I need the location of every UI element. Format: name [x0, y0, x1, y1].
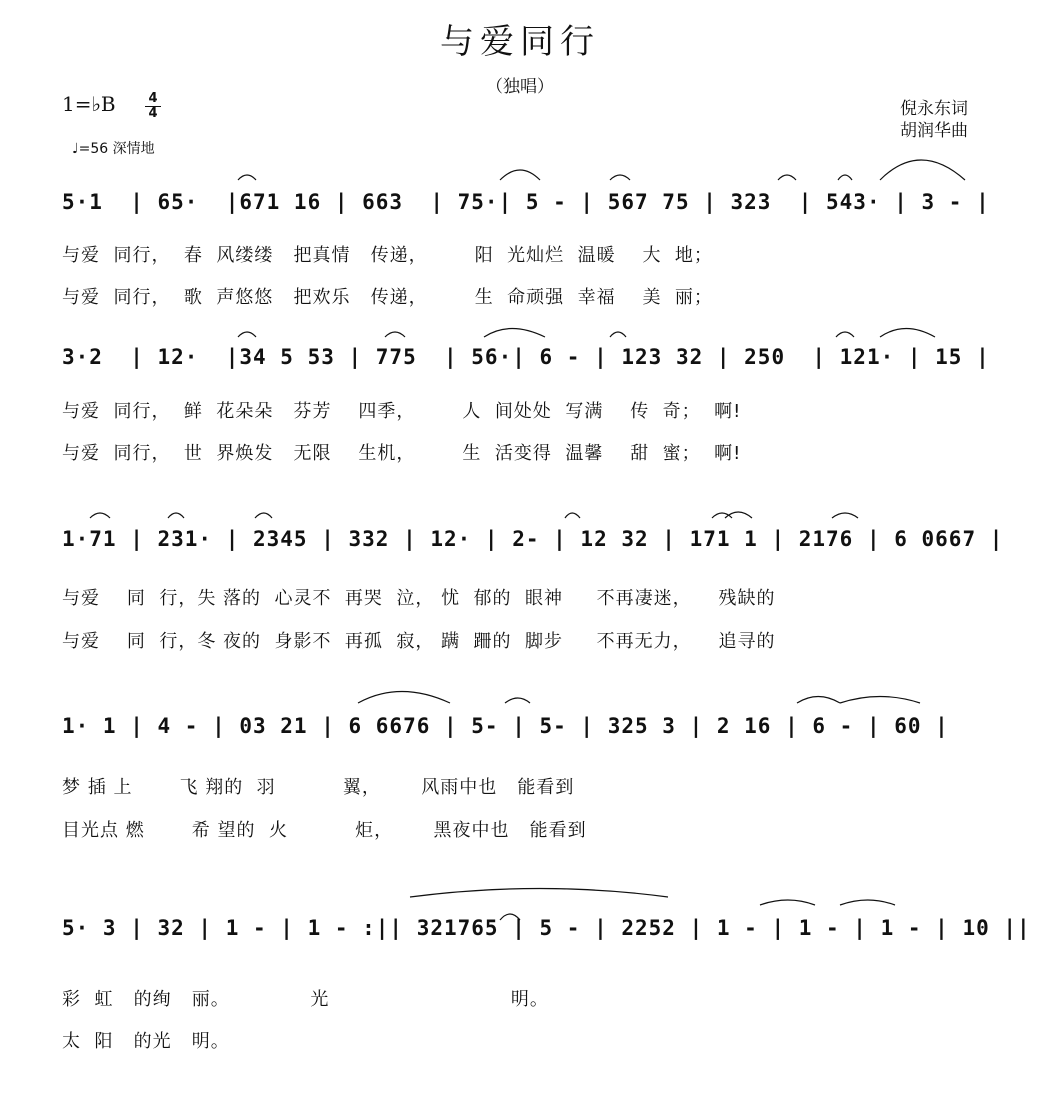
- composer-credit: 胡润华曲: [900, 121, 968, 141]
- lyricist-credit: 倪永东词: [900, 99, 968, 119]
- notation-line-3: 1·71 | 231· | 2345 | 332 | 12· | 2- | 12 32 | 171 1 | 2176 | 6 0667 |: [62, 527, 1004, 551]
- lyrics-verse2-line3: 与爱 同 行，冬 夜的 身影不 再孤 寂， 蹒 跚的 脚步 不再无力， 追寻的: [62, 631, 776, 652]
- lyrics-verse2-line5: 太 阳 的光 明。: [62, 1031, 230, 1052]
- lyrics-verse1-line2: 与爱 同行， 鲜 花朵朵 芬芳 四季， 人 间处处 写满 传 奇； 啊!: [62, 401, 742, 422]
- notation-line-5: 5· 3 | 32 | 1 - | 1 - :|| 321765 | 5 - | 2252 | 1 - | 1 - | 1 - | 10 ||: [62, 916, 1031, 940]
- lyrics-verse2-line2: 与爱 同行， 世 界焕发 无限 生机， 生 活变得 温馨 甜 蜜； 啊!: [62, 443, 742, 464]
- tempo-marking: ♩=56 深情地: [72, 141, 155, 157]
- time-signature-top: 4: [145, 92, 161, 107]
- time-signature-bottom: 4: [148, 106, 158, 121]
- notation-line-1: 5·1 | 65· |671 16 | 663 | 75·| 5 - | 567 75 | 323 | 543· | 3 - |: [62, 190, 990, 214]
- notation-line-4: 1· 1 | 4 - | 03 21 | 6 6676 | 5- | 5- | 325 3 | 2 16 | 6 - | 60 |: [62, 714, 949, 738]
- song-subtitle: （独唱）: [486, 77, 554, 97]
- key-signature: 1=♭B: [62, 92, 116, 116]
- lyrics-verse1-line4: 梦 插 上 飞 翔的 羽 翼， 风雨中也 能看到: [62, 777, 575, 798]
- notation-line-2: 3·2 | 12· |34 5 53 | 775 | 56·| 6 - | 123 32 | 250 | 121· | 15 |: [62, 345, 990, 369]
- lyrics-verse1-line5: 彩 虹 的绚 丽。 光 明。: [62, 989, 549, 1010]
- lyrics-verse2-line1: 与爱 同行， 歌 声悠悠 把欢乐 传递， 生 命顽强 幸福 美 丽；: [62, 287, 713, 308]
- lyrics-verse1-line1: 与爱 同行， 春 风缕缕 把真情 传递， 阳 光灿烂 温暖 大 地；: [62, 245, 713, 266]
- song-title: 与爱同行: [440, 22, 600, 62]
- lyrics-verse2-line4: 目光点 燃 希 望的 火 炬， 黑夜中也 能看到: [62, 820, 587, 841]
- lyrics-verse1-line3: 与爱 同 行，失 落的 心灵不 再哭 泣， 忧 郁的 眼神 不再凄迷， 残缺的: [62, 588, 776, 609]
